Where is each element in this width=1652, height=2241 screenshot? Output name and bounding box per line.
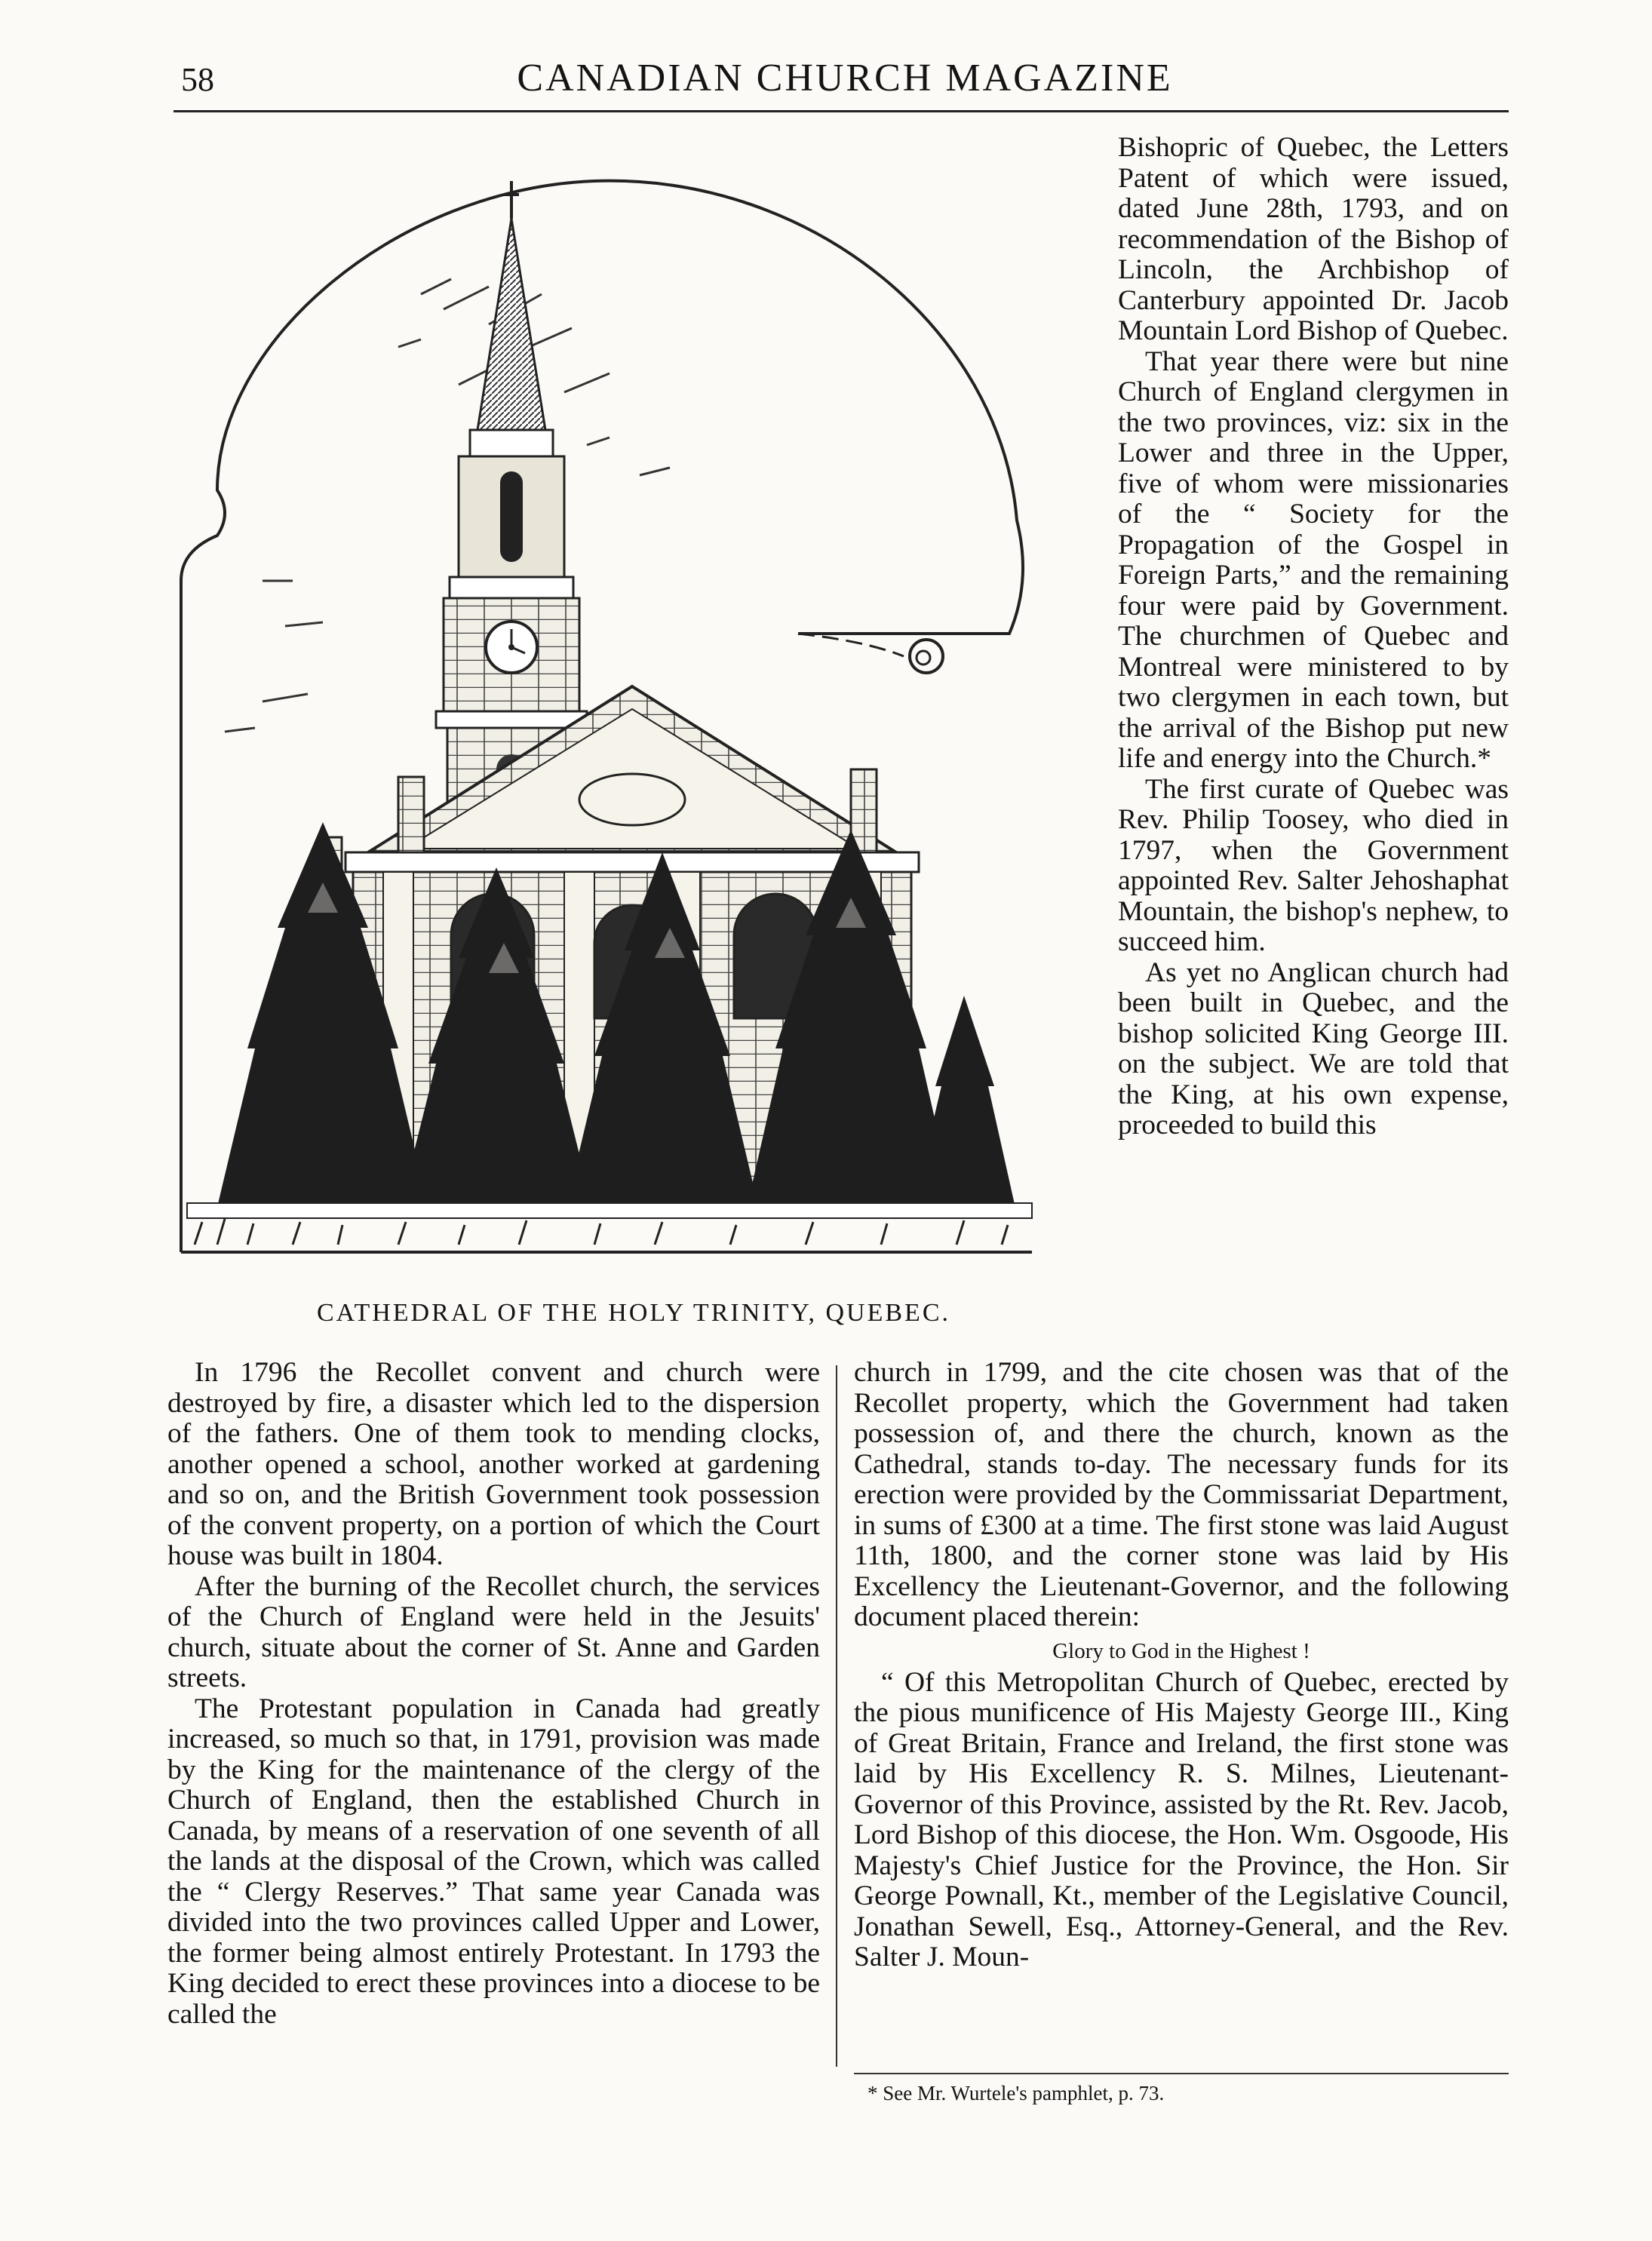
paragraph: After the burning of the Recollet church, the services of the Church of England were held in the Jesuits' church, situate about the corner of St. Anne and Garden streets. <box>167 1570 820 1693</box>
quoted-document: “ Of this Metropolitan Church of Quebec, erected by the pious munificence of His Majesty George III., King of Great Britain, France and Ireland, the first stone was laid by His Excellency R. S. Milnes, Lieutenant-Governor of this Province, assisted by the Rt. Rev. Jacob, Lord Bishop of this diocese, the Hon. Wm. Osgoode, His Majesty's Chief Justice for the Province, the Hon. Sir George Pownall, Kt., member of the Legislative Council, Jonathan Sewell, Esq., Attorney-General, and the Rev. Salter J. Moun- <box>854 1666 1509 1972</box>
running-head: CANADIAN CHURCH MAGAZINE <box>517 57 1173 100</box>
paragraph: The Protestant population in Canada had greatly increased, so much so that, in 1791, provision was made by the King for the maintenance of the clergy of the Church of England, then the established Church in Canada, by means of a reservation of one seventh of all the lands at the disposal of the Crown, which was called the “ Clergy Reserves.” That same year Canada was divided into the two provinces called Upper and Lower, the former being almost entirely Protestant. In 1793 the King decided to erect these provinces into a diocese to be called the <box>167 1693 820 2030</box>
illustration-caption: CATHEDRAL OF THE HOLY TRINITY, QUEBEC. <box>316 1299 951 1327</box>
paragraph: The first curate of Quebec was Rev. Philip Toosey, who died in 1797, when the Government appointed Rev. Salter Jehoshaphat Mountain, the bishop's nephew, to succeed him. <box>1118 773 1509 957</box>
right-column-top <box>1118 133 1509 1141</box>
column-divider <box>836 1365 837 2067</box>
paragraph: church in 1799, and the cite chosen was that of the Recollet property, which the Government had taken possession of, and there the church, known as the Cathedral, stands to-day. The necessary funds for its erection were provided by the Commissariat Department, in sums of £300 at a time. The first stone was laid August 11th, 1800, and the corner stone was laid by His Excellency the Lieutenant-Governor, and the following document placed therein: <box>854 1357 1509 1632</box>
paragraph: That year there were but nine Church of England clergymen in the two provinces, viz: six in the Lower and three in the Upper, five of whom were missionaries of the “ Society for the Propagation of the Gospel in Foreign Parts,” and the remaining four were paid by Government. The churchmen of Quebec and Montreal were ministered to by two clergymen in each town, but the arrival of the Bishop put new life and energy into the Church.* <box>1118 345 1509 774</box>
left-column <box>167 1358 820 2030</box>
document-heading: Glory to God in the Highest ! <box>1052 1638 1310 1663</box>
right-column <box>854 1358 1509 1973</box>
paragraph: As yet no Anglican church had been built in Quebec, and the bishop solicited King George III. on the subject. We are told that the King, at his own expense, proceeded to build this <box>1118 956 1509 1140</box>
church-engraving-icon <box>172 158 1100 1260</box>
footnote: * See Mr. Wurtele's pamphlet, p. 73. <box>867 2082 1165 2104</box>
footnote-rule <box>854 2073 1509 2074</box>
paragraph: Bishopric of Quebec, the Letters Patent of which were issued, dated June 28th, 1793, and on recommendation of the Bishop of Lincoln, the Archbishop of Canterbury appointed Dr. Jacob Mountain Lord Bishop of Quebec. <box>1118 132 1509 346</box>
paragraph: In 1796 the Recollet convent and church were destroyed by fire, a disaster which led to the dispersion of the fathers. One of them took to mending clocks, another opened a school, another worked at gardening and so on, and the British Government took possession of the convent property, on a portion of which the Court house was built in 1804. <box>167 1357 820 1571</box>
page-number: 58 <box>181 61 214 98</box>
header-rule <box>173 110 1509 112</box>
